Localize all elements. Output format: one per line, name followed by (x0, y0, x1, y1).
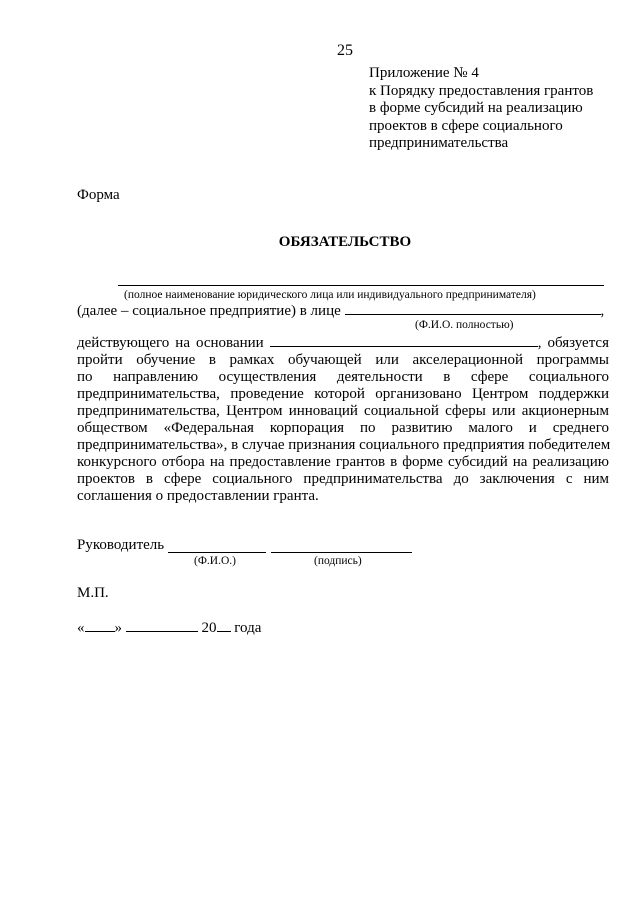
date-month-blank[interactable] (126, 619, 198, 632)
signature-fio-caption: (Ф.И.О.) (194, 555, 236, 567)
document-title: ОБЯЗАТЕЛЬСТВО (278, 234, 412, 250)
page-number: 25 (337, 42, 353, 59)
appendix-line: предпринимательства (369, 135, 509, 151)
date-open-quote: « (77, 620, 85, 636)
body-line: соглашения о предоставлении гранта. (77, 488, 319, 504)
body-line: предпринимательства, Центром инноваций социальной сферы или акционерным (77, 403, 609, 419)
body-line: предпринимательства, проведение которой организовано Центром поддержки (77, 386, 609, 402)
signature-sign-caption: (подпись) (314, 555, 362, 567)
fio-full-caption: (Ф.И.О. полностью) (415, 319, 514, 331)
date-year-suffix: года (234, 620, 262, 636)
basis-line (77, 334, 609, 352)
stamp-label: М.П. (77, 585, 109, 601)
date-year-blank[interactable] (217, 619, 231, 632)
appendix-line: к Порядку предоставления грантов (369, 82, 594, 99)
person-line (77, 302, 604, 320)
person-fio-blank[interactable] (345, 302, 601, 315)
body-line: предпринимательства», в случае признания социального предприятия победителем (77, 437, 611, 453)
person-line-prefix: (далее – социальное предприятие) в лице (77, 303, 341, 319)
date-day-blank[interactable] (85, 619, 115, 632)
date-close-quote: » (114, 620, 122, 636)
person-line-suffix: , (600, 303, 605, 319)
appendix-line: проектов в сфере социального (369, 117, 563, 134)
appendix-line: в форме субсидий на реализацию (369, 100, 583, 116)
body-line: конкурсного отбора на предоставление грантов в форме субсидий на реализацию (77, 454, 609, 470)
form-label: Форма (77, 187, 120, 203)
body-line: проектов в сфере социального предпринимательства до заключения с ним (77, 471, 609, 487)
date-line (77, 619, 261, 637)
organization-name-caption: (полное наименование юридического лица или индивидуального предпринимателя) (124, 289, 536, 301)
appendix-line: Приложение № 4 (369, 65, 479, 81)
body-line: пройти обучение в рамках обучающей или акселерационной программы (77, 352, 609, 368)
signature-sign-blank[interactable] (271, 552, 412, 553)
body-line: по направлению осуществления деятельности в сфере социального (77, 369, 609, 385)
appendix-header (369, 65, 593, 153)
signature-fio-blank[interactable] (168, 552, 266, 553)
organization-name-blank[interactable] (118, 285, 604, 286)
signature-label: Руководитель (77, 537, 165, 553)
date-year-prefix: 20 (201, 620, 217, 636)
basis-prefix: действующего на основании (77, 335, 264, 351)
body-line: обществом «Федеральная корпорация по развитию малого и среднего (77, 420, 609, 436)
basis-suffix: , обязуется (537, 335, 609, 351)
basis-blank[interactable] (270, 334, 538, 347)
